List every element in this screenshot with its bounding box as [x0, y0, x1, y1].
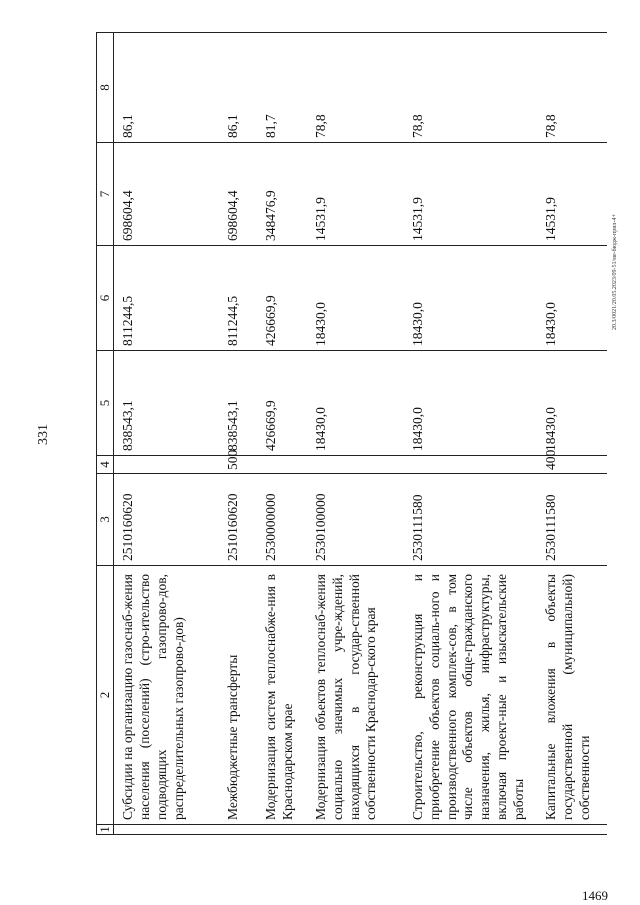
column-header: 3: [97, 474, 114, 566]
target-code: 2510160620: [114, 474, 219, 566]
budget-table-rotated: [96, 33, 592, 835]
value-col7: 698604,4: [114, 143, 219, 246]
expense-type: 400: [537, 456, 607, 474]
expense-type: [257, 456, 307, 474]
value-col6: 811244,5: [114, 246, 219, 351]
value-col5: 426669,9: [257, 351, 307, 456]
value-col8: 81,7: [257, 33, 307, 143]
target-code: 2530000000: [257, 474, 307, 566]
value-col7: 14531,9: [307, 143, 404, 246]
value-col5: 18430,0: [307, 351, 404, 456]
value-col8: 78,8: [537, 33, 607, 143]
item-name: Межбюджетные трансферты: [219, 566, 257, 825]
value-col7: 14531,9: [404, 143, 537, 246]
value-col7: 14531,9: [537, 143, 607, 246]
target-code: 2530100000: [307, 474, 404, 566]
column-header: 7: [97, 143, 114, 246]
expense-type: [404, 456, 537, 474]
expense-type: [114, 456, 219, 474]
table-row: [219, 33, 257, 835]
column-header: 1: [97, 826, 112, 833]
table-row: [537, 33, 607, 835]
expense-type: [307, 456, 404, 474]
table-row: [114, 33, 219, 835]
item-name: Модернизация объектов теплоснаб-жения социально значимых учре-ждений, находящихся в государ-ственной собственности Краснодар-ского края: [307, 566, 404, 825]
value-col8: 86,1: [114, 33, 219, 143]
value-col6: 426669,9: [257, 246, 307, 351]
row-number-cell: [219, 825, 257, 835]
column-header: 4: [97, 456, 114, 474]
item-name: Строительство, реконструкция и приобретение объектов социаль-ного и производственного комплек-сов, в том числе объектов обще-гражданского назначения, жилья, инфраструктуры, включая проект-ные и изыскательские работы: [404, 566, 537, 825]
item-name: Капитальные вложения в объекты государственной (муниципальной) собственности: [537, 566, 607, 825]
table-header-row: [97, 33, 114, 835]
table-row: [307, 33, 404, 835]
budget-table: [96, 32, 607, 835]
value-col7: 348476,9: [257, 143, 307, 246]
value-col5: 838543,1: [114, 351, 219, 456]
value-col6: 18430,0: [404, 246, 537, 351]
column-header: 5: [97, 351, 114, 456]
value-col8: 78,8: [307, 33, 404, 143]
table-row: [257, 33, 307, 835]
page-number: 331: [36, 424, 51, 445]
table-row: [404, 33, 537, 835]
target-code: 2510160620: [219, 474, 257, 566]
document-stamp: 20.3/0021/20.05.2023/09-51/ме-бюдж-прил-4+: [612, 214, 618, 330]
value-col5: 18430,0: [537, 351, 607, 456]
item-name: Модернизация систем теплоснабже-ния в Краснодарском крае: [257, 566, 307, 825]
value-col6: 18430,0: [307, 246, 404, 351]
row-number-cell: [537, 825, 607, 835]
target-code: 2530111580: [404, 474, 537, 566]
row-number-cell: [257, 825, 307, 835]
value-col8: 78,8: [404, 33, 537, 143]
target-code: 2530111580: [537, 474, 607, 566]
column-header: 8: [97, 33, 114, 143]
value-col6: 811244,5: [219, 246, 257, 351]
value-col6: 18430,0: [537, 246, 607, 351]
row-number-cell: [114, 825, 219, 835]
item-name: Субсидии на организацию газоснаб-жения населения (поселений) (стро-ительство подводящих газопрово-дов, распределительных газопрово-дов): [114, 566, 219, 825]
value-col8: 86,1: [219, 33, 257, 143]
footer-page-number: 1469: [582, 888, 608, 903]
row-number-cell: [307, 825, 404, 835]
expense-type: 500: [219, 456, 257, 474]
row-number-cell: [404, 825, 537, 835]
value-col7: 698604,4: [219, 143, 257, 246]
column-header: 6: [97, 246, 114, 351]
value-col5: 838543,1: [219, 351, 257, 456]
value-col5: 18430,0: [404, 351, 537, 456]
column-header: 2: [97, 566, 114, 825]
